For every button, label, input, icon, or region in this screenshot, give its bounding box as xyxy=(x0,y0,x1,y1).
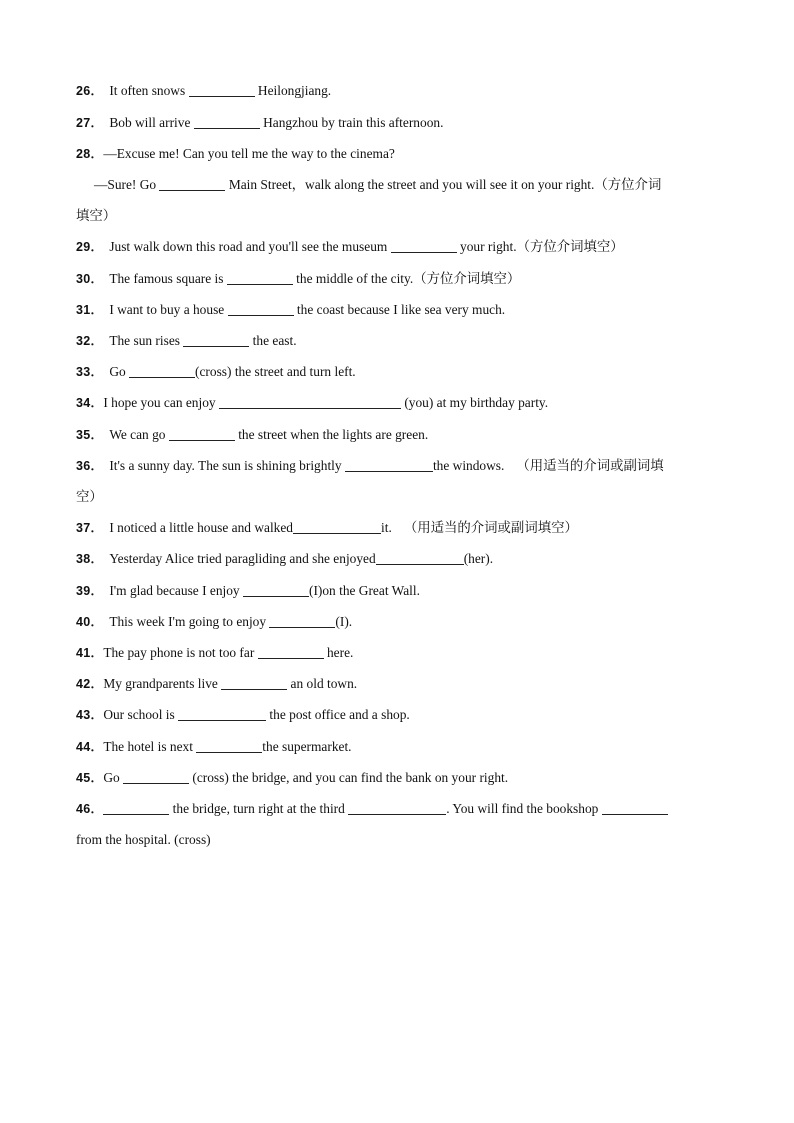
question-46-line-2 xyxy=(76,824,716,855)
question-number: 33． xyxy=(76,365,104,379)
answer-blank[interactable] xyxy=(169,427,235,441)
question-39 xyxy=(76,575,716,607)
question-text: I'm glad because I enjoy xyxy=(109,583,243,598)
question-29 xyxy=(76,231,716,263)
instruction-note: 填空） xyxy=(76,209,117,224)
answer-blank[interactable] xyxy=(219,395,401,409)
answer-blank[interactable] xyxy=(293,520,381,534)
question-text: the supermarket. xyxy=(262,739,352,754)
answer-blank[interactable] xyxy=(602,801,668,815)
question-text: The famous square is xyxy=(109,271,227,286)
question-number: 27． xyxy=(76,116,104,130)
answer-blank[interactable] xyxy=(159,177,225,191)
instruction-note: （用适当的介词或副词填 xyxy=(516,459,664,474)
answer-blank[interactable] xyxy=(227,271,293,285)
answer-blank[interactable] xyxy=(196,739,262,753)
question-number: 35． xyxy=(76,428,104,442)
question-text: the post office and a shop. xyxy=(266,707,410,722)
question-35 xyxy=(76,419,716,451)
question-text: This week I'm going to enjoy xyxy=(109,614,270,629)
question-text: The hotel is next xyxy=(103,739,197,754)
question-text: —Sure! Go xyxy=(94,177,160,192)
question-28-line-2 xyxy=(76,169,716,201)
question-number: 29． xyxy=(76,240,104,254)
question-text: (her). xyxy=(463,551,494,566)
question-text: the bridge, turn right at the third xyxy=(169,801,349,816)
answer-blank[interactable] xyxy=(123,770,189,784)
question-text: —Excuse me! Can you tell me the way to the cinema? xyxy=(103,146,395,161)
question-number: 26． xyxy=(76,84,104,98)
question-text: from the hospital. (cross) xyxy=(76,832,211,847)
answer-blank[interactable] xyxy=(103,801,169,815)
instruction-note: 空） xyxy=(76,490,103,505)
question-text: I want to buy a house xyxy=(109,302,228,317)
answer-blank[interactable] xyxy=(269,614,335,628)
question-text: Go xyxy=(103,770,124,785)
question-42 xyxy=(76,668,716,700)
question-text: My grandparents live xyxy=(103,676,222,691)
question-number: 42． xyxy=(76,677,104,691)
question-43 xyxy=(76,699,716,731)
question-26 xyxy=(76,75,716,107)
question-number: 32． xyxy=(76,334,104,348)
question-40 xyxy=(76,606,716,638)
question-text: It often snows xyxy=(109,83,189,98)
question-33 xyxy=(76,356,716,388)
question-text: Just walk down this road and you'll see the museum xyxy=(109,239,391,254)
answer-blank[interactable] xyxy=(258,645,324,659)
question-text: your right. xyxy=(456,239,517,254)
question-text: the windows. xyxy=(432,458,505,473)
question-text: The pay phone is not too far xyxy=(103,645,258,660)
answer-blank[interactable] xyxy=(129,364,195,378)
question-text: (I)on the Great Wall. xyxy=(308,583,420,598)
question-text: Main Street，walk along the street and you will see it on your right. xyxy=(225,177,595,192)
question-text: (cross) the bridge, and you can find the bank on your right. xyxy=(189,770,509,785)
question-number: 34． xyxy=(76,396,104,410)
answer-blank[interactable] xyxy=(183,333,249,347)
question-27 xyxy=(76,107,716,139)
question-number: 41． xyxy=(76,646,104,660)
question-text: We can go xyxy=(109,427,169,442)
question-text: (I). xyxy=(335,614,353,629)
answer-blank[interactable] xyxy=(221,676,287,690)
question-text: . You will find the bookshop xyxy=(446,801,602,816)
question-30 xyxy=(76,263,716,295)
question-number: 44． xyxy=(76,740,104,754)
instruction-note: （方位介词填空） xyxy=(413,272,521,287)
question-28 xyxy=(76,138,716,170)
question-text: (you) at my birthday party. xyxy=(400,395,549,410)
question-number: 40． xyxy=(76,615,104,629)
question-number: 28． xyxy=(76,147,104,161)
question-45 xyxy=(76,762,716,794)
answer-blank[interactable] xyxy=(189,83,255,97)
question-text: the street when the lights are green. xyxy=(234,427,429,442)
question-text: it. xyxy=(381,520,392,535)
question-31 xyxy=(76,294,716,326)
instruction-note: （用适当的介词或副词填空） xyxy=(403,521,578,536)
question-text: Go xyxy=(109,364,130,379)
question-text: Our school is xyxy=(103,707,179,722)
question-37 xyxy=(76,512,716,544)
question-text: Hangzhou by train this afternoon. xyxy=(259,115,444,130)
question-text: here. xyxy=(323,645,354,660)
question-text: Bob will arrive xyxy=(109,115,194,130)
question-32 xyxy=(76,325,716,357)
question-number: 30． xyxy=(76,272,104,286)
answer-blank[interactable] xyxy=(194,115,260,129)
question-text: It's a sunny day. The sun is shining brightly xyxy=(109,458,345,473)
question-text: The sun rises xyxy=(109,333,184,348)
question-text: an old town. xyxy=(287,676,358,691)
question-number: 36． xyxy=(76,459,104,473)
question-text: Heilongjiang. xyxy=(254,83,332,98)
answer-blank[interactable] xyxy=(376,551,464,565)
question-number: 38． xyxy=(76,552,104,566)
answer-blank[interactable] xyxy=(345,458,433,472)
question-number: 39． xyxy=(76,584,104,598)
question-number: 46． xyxy=(76,802,104,816)
question-text: (cross) the street and turn left. xyxy=(195,364,356,379)
question-46 xyxy=(76,793,716,825)
answer-blank[interactable] xyxy=(228,302,294,316)
answer-blank[interactable] xyxy=(391,239,457,253)
question-28-line-3 xyxy=(76,200,716,232)
question-41 xyxy=(76,637,716,669)
question-44 xyxy=(76,731,716,763)
question-36-line-2 xyxy=(76,481,716,513)
question-text: the middle of the city. xyxy=(292,271,414,286)
question-number: 31． xyxy=(76,303,104,317)
question-36 xyxy=(76,450,716,482)
question-text: I hope you can enjoy xyxy=(103,395,219,410)
question-number: 37． xyxy=(76,521,104,535)
question-text: Yesterday Alice tried paragliding and she enjoyed xyxy=(109,551,376,566)
question-38 xyxy=(76,543,716,575)
question-number: 45． xyxy=(76,771,104,785)
answer-blank[interactable] xyxy=(243,583,309,597)
question-text: the east. xyxy=(249,333,297,348)
question-text: I noticed a little house and walked xyxy=(109,520,294,535)
instruction-note: （方位介词填空） xyxy=(516,240,624,255)
question-34 xyxy=(76,387,716,419)
answer-blank[interactable] xyxy=(348,801,446,815)
answer-blank[interactable] xyxy=(178,707,266,721)
question-number: 43． xyxy=(76,708,104,722)
instruction-note: （方位介词 xyxy=(594,178,662,193)
question-text: the coast because I like sea very much. xyxy=(293,302,506,317)
